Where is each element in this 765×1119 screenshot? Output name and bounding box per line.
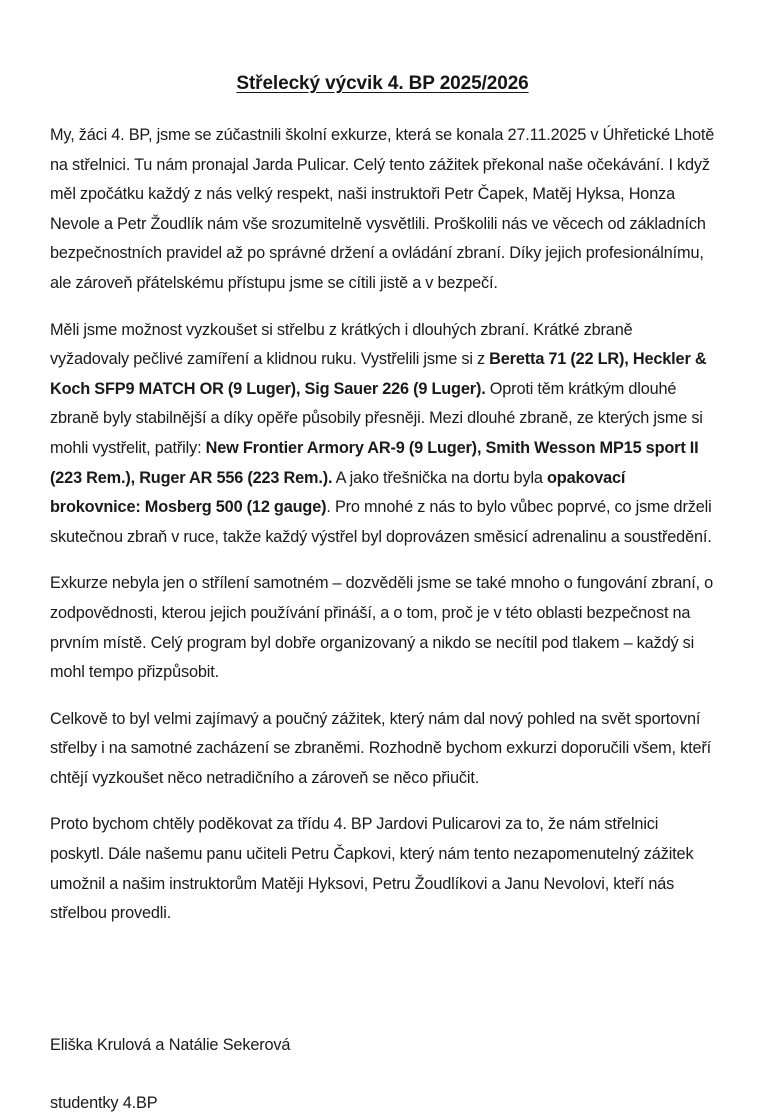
weapons-text-segment-4: . Pro mnohé z nás to bylo vůbec poprvé, co jsme drželi skutečnou zbraň v ruce, takže každý výstřel byl doprovázen směsicí adrenalinu a soustředění.: [50, 498, 712, 546]
page-title: Střelecký výcvik 4. BP 2025/2026: [236, 73, 529, 94]
paragraph-intro: My, žáci 4. BP, jsme se zúčastnili školní exkurze, která se konala 27.11.2025 v Úhřetické Lhotě na střelnici. Tu nám pronajal Jarda Pulicar. Celý tento zážitek překonal naše očekávání. I když měl zpočátku každý z nás velký respekt, naši instruktoři Petr Čapek, Matěj Hyksa, Honza Nevole a Petr Žoudlík nám vše srozumitelně vysvětlili. Proškolili nás ve věcech od základních bezpečnostních pravidel až po správné držení a ovládání zbraní. Díky jejich profesionálnímu, ale zároveň přátelskému přístupu jsme se cítili jistě a v bezpečí.: [50, 126, 715, 292]
document-body: [50, 121, 715, 929]
signature-role: studentky 4.BP: [50, 1094, 158, 1113]
short-firearms-list: Beretta 71 (22 LR), Heckler & Koch SFP9 MATCH OR (9 Luger), Sig Sauer 226 (9 Luger).: [50, 350, 707, 398]
long-firearms-list: New Frontier Armory AR-9 (9 Luger), Smith Wesson MP15 sport II (223 Rem.), Ruger AR 556 (223 Rem.).: [50, 438, 699, 487]
paragraph-weapons: [50, 316, 715, 553]
signature-authors: Eliška Krulová a Natálie Sekerová: [50, 1035, 291, 1054]
paragraph-summary: Celkově to byl velmi zajímavý a poučný zážitek, který nám dal nový pohled na svět sportovní střelby i na samotné zacházení se zbraněmi. Rozhodně bychom exkurzi doporučili všem, kteří chtějí vyzkoušet něco netradičního a zároveň se něco přiučit.: [50, 709, 711, 787]
weapons-text-segment-3: A jako třešnička na dortu byla: [332, 468, 547, 487]
weapons-text-segment-1: Měli jsme možnost vyzkoušet si střelbu z krátkých i dlouhých zbraní. Krátké zbraně vyžadovaly pečlivé zamíření a klidnou ruku. Vystřelili jsme si z: [50, 320, 633, 369]
signature-block: [50, 1031, 715, 1119]
paragraph-learning: Exkurze nebyla jen o střílení samotném – dozvěděli jsme se také mnoho o fungování zbraní, o zodpovědnosti, kterou jejich používání přináší, a o tom, proč je v této oblasti bezpečnost na prvním místě. Celý program byl dobře organizovaný a nikdo se necítil pod tlakem – každý si mohl tempo přizpůsobit.: [50, 574, 714, 682]
paragraph-thanks: Proto bychom chtěly poděkovat za třídu 4. BP Jardovi Pulicarovi za to, že nám střelnici poskytl. Dále našemu panu učiteli Petru Čapkovi, který nám tento nezapomenutelný zážitek umožnil a našim instruktorům Matěji Hyksovi, Petru Žoudlíkovi a Janu Nevolovi, kteří nás střelbou provedli.: [50, 815, 694, 923]
weapons-text-segment-2: Oproti těm krátkým dlouhé zbraně byly stabilnější a díky opěře působily přesněji. Mezi dlouhé zbraně, ze kterých jsme si mohli vystřelit, patřily:: [50, 379, 703, 457]
shotgun-highlight: opakovací brokovnice: Mosberg 500 (12 gauge): [50, 468, 626, 517]
